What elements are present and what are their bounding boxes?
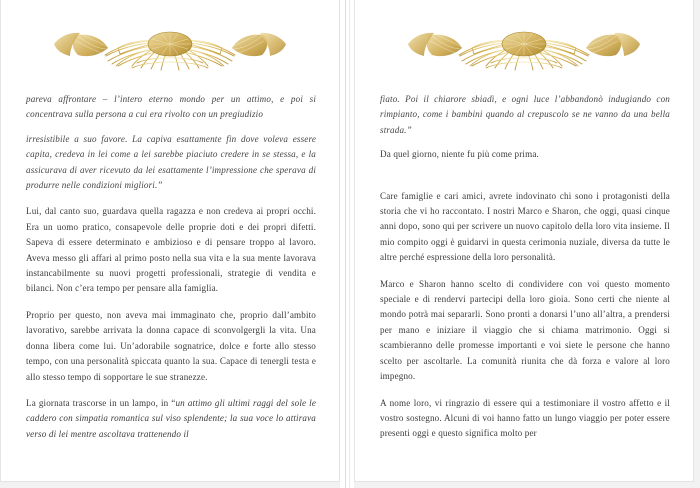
gutter-divider-line [345, 0, 346, 488]
page-left [0, 0, 340, 482]
gutter-divider-line-secondary [349, 0, 350, 488]
paragraph-plain-part: La giornata trascorse in un lampo, in “ [26, 397, 176, 408]
gold-filigree-fan-divider-icon [20, 22, 320, 74]
page-right [354, 0, 694, 482]
paragraph: fiato. Poi il chiarore sbiadì, e ogni luce l’abbandonò indugiando con rimpianto, come i bambini quando al crepuscolo se ne vanno da una bella strada.” [380, 94, 670, 135]
paragraph: pareva affrontare – l’intero eterno mondo per un attimo, e poi si concentrava sulla persona a cui era rivolto con un pregiudizio [26, 94, 316, 120]
left-page-text-column [1, 74, 339, 442]
paragraph: Marco e Sharon hanno scelto di condividere con voi questo momento speciale e di rendervi partecipi della loro gioia. Sono certi che niente al mondo potrà mai separarli. Sono pronti a donarsi l’uno all’altra, a prendersi per mano e iniziare il viaggio che si chiama matrimonio. Oggi si scambieranno delle promesse importanti e voi siete le persone che hanno scelto per ascoltarle. La comunità riunita che dà forza e valore al loro impegno. [380, 278, 670, 382]
paragraph [26, 396, 316, 442]
paragraph-italic-part: un attimo gli ultimi raggi del sole le caddero con simpatia romantica sul viso splendente; la sua voce lo attirava verso di lei mentre ascoltava trattenendo il [26, 397, 317, 439]
right-page-text-column [355, 74, 693, 442]
page-gutter [340, 0, 354, 488]
paragraph: Proprio per questo, non aveva mai immaginato che, proprio dall’ambito lavorativo, sarebbe arrivata la donna capace di sconvolgergli la vita. Una donna libera come lui. Un’adorabile sognatrice, dolce e forte allo stesso tempo, con una personalità spiccata quanto la sua. Capace di tenergli testa e allo stesso tempo di sopportare le sue stranezze. [26, 309, 316, 382]
paragraph: Lui, dal canto suo, guardava quella ragazza e non credeva ai propri occhi. Era un uomo pratico, consapevole delle proprie doti e dei propri difetti. Sapeva di essere determinato e ambizioso e di pensare troppo al lavoro. Aveva messo gli affari al primo posto nella sua vita e la sua mente lavorava instancabilmente su nuovi progetti professionali, strategie di vendita e bilanci. Non c’era tempo per pensare alla famiglia. [26, 206, 316, 294]
paragraph: irresistibile a suo favore. La capiva esattamente fin dove voleva essere capita, credeva in lei come a lei sarebbe piaciuto credere in se stessa, e la assicurava di aver ricevuto da lei esattamente l’impressione che sperava di produrre nelle condizioni migliori.” [26, 133, 316, 191]
paragraph: Da quel giorno, niente fu più come prima. [380, 149, 539, 160]
paragraph: Care famiglie e cari amici, avrete indovinato chi sono i protagonisti della storia che vi ho raccontato. I nostri Marco e Sharon, che oggi, quasi cinque anni dopo, sono qui per scrivere un nuovo capitolo della loro vita insieme. Il mio compito oggi è guidarvi in questa cerimonia nuziale, diversa da tutte le altre perché espressione della loro personalità. [380, 190, 670, 263]
gold-filigree-fan-divider-icon [374, 22, 674, 74]
paragraph: A nome loro, vi ringrazio di essere qui a testimoniare il vostro affetto e il vostro sostegno. Alcuni di voi hanno fatto un lungo viaggio per poter essere presenti oggi e questo significa molto per [380, 397, 670, 439]
